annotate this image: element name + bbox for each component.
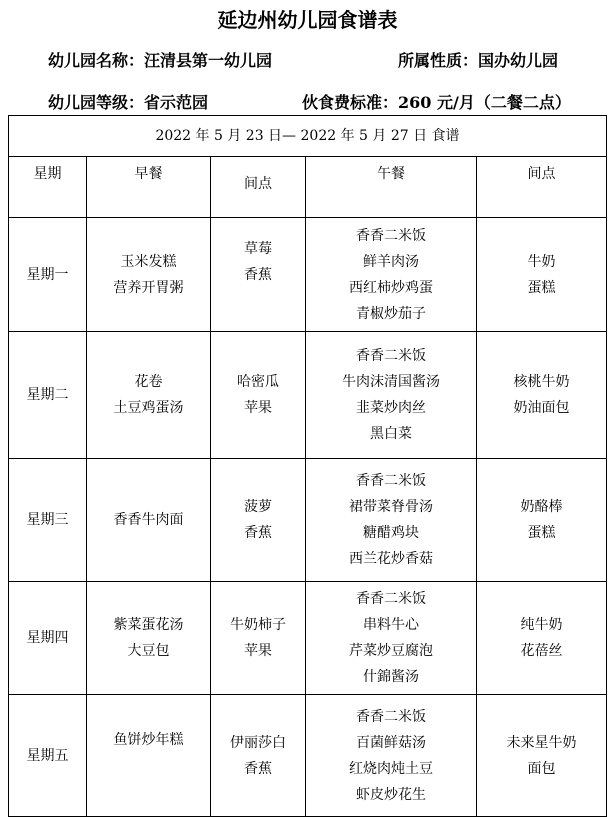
- menu-item: 青椒炒茄子: [356, 305, 426, 322]
- menu-item: 土豆鸡蛋汤: [113, 400, 184, 416]
- menu-item: 香香二米饭: [356, 227, 426, 244]
- breakfast-cell: [87, 582, 211, 695]
- day-cell: 星期五: [9, 695, 87, 817]
- menu-item: 花蓓丝: [520, 643, 563, 659]
- menu-item: 花卷: [134, 374, 163, 390]
- menu-item: 奶酪棒: [520, 499, 563, 515]
- menu-item: 糖醋鸡块: [363, 525, 419, 541]
- kindergarten-level: 幼儿园等级：省示范园: [48, 93, 209, 112]
- menu-item: 串料牛心: [363, 617, 419, 633]
- snack1-cell: [211, 459, 306, 582]
- menu-item: 百菌鲜菇汤: [356, 734, 426, 751]
- menu-item: 鱼饼炒年糕: [113, 732, 184, 748]
- breakfast-cell: [87, 332, 211, 459]
- menu-table: [8, 115, 607, 817]
- table-row: [9, 218, 607, 332]
- menu-item: 哈密瓜: [237, 374, 279, 390]
- day-cell: 星期一: [9, 218, 87, 332]
- menu-item: 香香二米饭: [356, 708, 426, 725]
- lunch-cell: [306, 695, 477, 817]
- header-snack-2: 间点: [477, 157, 607, 218]
- menu-item: 牛肉沫清国酱汤: [342, 374, 440, 390]
- table-row: [9, 695, 607, 817]
- page-title: 延边州幼儿园食谱表: [217, 8, 398, 32]
- snack1-cell: [211, 695, 306, 817]
- menu-item: 未来星牛奶: [506, 734, 577, 751]
- menu-item: 鲜羊肉汤: [363, 253, 419, 270]
- snack2-cell: [477, 459, 607, 582]
- menu-item: 黑白菜: [370, 426, 412, 442]
- menu-item: 西红柿炒鸡蛋: [349, 279, 433, 296]
- menu-item: 牛奶柿子: [230, 617, 286, 633]
- menu-item: 什錦酱汤: [363, 669, 419, 685]
- meal-fee: 伙食费标准：260 元/月（二餐二点）: [302, 93, 571, 112]
- menu-item: 草莓: [244, 241, 272, 257]
- header-lunch: 午餐: [306, 157, 477, 218]
- menu-item: 裙带菜脊骨汤: [349, 499, 433, 515]
- date-row: [9, 116, 607, 157]
- snack1-cell: [211, 218, 306, 332]
- breakfast-cell: [87, 695, 211, 817]
- menu-item: 香香牛肉面: [113, 512, 184, 528]
- menu-item: 菠萝: [244, 499, 272, 515]
- menu-item: 牛奶: [527, 253, 556, 270]
- snack2-cell: [477, 332, 607, 459]
- menu-item: 核桃牛奶: [513, 374, 570, 390]
- menu-item: 蛋糕: [527, 525, 556, 541]
- snack2-cell: [477, 582, 607, 695]
- menu-item: 苹果: [244, 400, 272, 416]
- menu-item: 香蕉: [244, 760, 272, 777]
- menu-item: 韭菜炒肉丝: [356, 400, 426, 416]
- menu-item: 香香二米饭: [356, 348, 426, 364]
- menu-item: 面包: [527, 760, 556, 777]
- menu-item: 香蕉: [244, 267, 272, 283]
- header-day: 星期: [9, 157, 87, 218]
- kindergarten-nature: 所属性质：国办幼儿园: [398, 51, 559, 70]
- menu-item: 玉米发糕: [120, 253, 177, 270]
- lunch-cell: [306, 332, 477, 459]
- day-cell: 星期四: [9, 582, 87, 695]
- menu-item: 伊丽莎白: [230, 734, 286, 751]
- header-snack-1: 间点: [211, 157, 306, 218]
- header-breakfast: 早餐: [87, 157, 211, 218]
- kindergarten-name: 幼儿园名称：汪清县第一幼儿园: [48, 51, 273, 70]
- snack1-cell: [211, 332, 306, 459]
- menu-item: 香香二米饭: [356, 473, 426, 489]
- menu-item: 纯牛奶: [520, 617, 563, 633]
- menu-item: 芹菜炒豆腐泡: [349, 643, 433, 659]
- lunch-cell: [306, 582, 477, 695]
- day-cell: 星期二: [9, 332, 87, 459]
- snack1-cell: [211, 582, 306, 695]
- snack2-cell: [477, 218, 607, 332]
- menu-item: 西兰花炒香菇: [349, 551, 433, 567]
- table-row: [9, 332, 607, 459]
- menu-item: 奶油面包: [513, 400, 570, 416]
- breakfast-cell: [87, 459, 211, 582]
- menu-item: 营养开胃粥: [113, 279, 184, 296]
- table-row: [9, 582, 607, 695]
- header-row: [9, 157, 607, 218]
- breakfast-cell: [87, 218, 211, 332]
- lunch-cell: [306, 459, 477, 582]
- menu-item: 苹果: [244, 643, 272, 659]
- snack2-cell: [477, 695, 607, 817]
- lunch-cell: [306, 218, 477, 332]
- table-row: [9, 459, 607, 582]
- menu-item: 香香二米饭: [356, 591, 426, 607]
- menu-item: 红烧肉炖土豆: [349, 760, 433, 777]
- menu-item: 香蕉: [244, 525, 272, 541]
- day-cell: 星期三: [9, 459, 87, 582]
- menu-item: 虾皮炒花生: [356, 786, 426, 803]
- date-range: 2022 年 5 月 23 日— 2022 年 5 月 27 日 食谱: [9, 116, 607, 157]
- menu-item: 蛋糕: [527, 279, 556, 296]
- menu-item: 大豆包: [127, 643, 170, 659]
- menu-item: 紫菜蛋花汤: [113, 617, 184, 633]
